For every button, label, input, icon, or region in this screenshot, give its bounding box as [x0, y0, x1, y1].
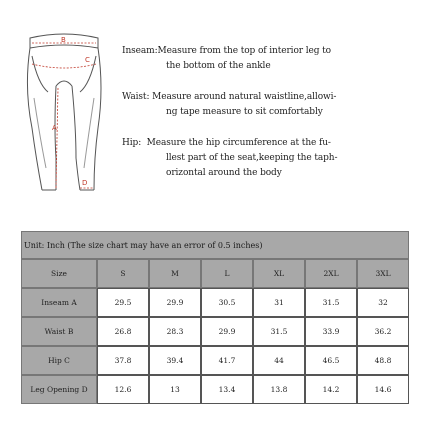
waist-term: Waist: [122, 92, 150, 102]
table-cell: 31.5 [305, 288, 357, 317]
waist-description [122, 90, 336, 120]
table-cell: 36.2 [357, 317, 409, 346]
table-cell: 37.8 [97, 346, 149, 375]
table-cell: 13.8 [253, 375, 305, 404]
table-cell: 31.5 [253, 317, 305, 346]
inseam-description [122, 44, 331, 74]
row-label: Leg Opening D [21, 375, 97, 404]
table-cell: 29.9 [201, 317, 253, 346]
table-cell: 14.6 [357, 375, 409, 404]
column-header: S [97, 259, 149, 288]
table-cell: 32 [357, 288, 409, 317]
column-header: L [201, 259, 253, 288]
table-cell: 26.8 [97, 317, 149, 346]
label-c: C [85, 56, 90, 64]
size-chart-caption: Unit: Inch (The size chart may have an error of 0.5 inches) [21, 231, 409, 259]
table-row [21, 346, 409, 375]
table-cell: 13.4 [201, 375, 253, 404]
inseam-line1: Measure from the top of interior leg to [157, 46, 331, 56]
label-a: A [52, 124, 57, 132]
row-label: Waist B [21, 317, 97, 346]
table-cell: 39.4 [149, 346, 201, 375]
leggings-outline [18, 28, 110, 196]
column-header: XL [253, 259, 305, 288]
table-row [21, 288, 409, 317]
waist-line1: Measure around natural waistline,allowi- [149, 92, 337, 102]
table-cell: 29.9 [149, 288, 201, 317]
table-row [21, 375, 409, 404]
size-chart [21, 231, 409, 404]
table-cell: 41.7 [201, 346, 253, 375]
table-row [21, 317, 409, 346]
column-header: Size [21, 259, 97, 288]
hip-line2: llest part of the seat,keeping the taph- [166, 153, 338, 163]
hip-line1: Measure the hip circumference at the fu- [141, 138, 331, 148]
header-row [21, 259, 409, 288]
size-table-body [21, 259, 409, 404]
leggings-diagram [18, 28, 110, 196]
table-cell: 29.5 [97, 288, 149, 317]
hip-description [122, 136, 337, 181]
waist-line2: ng tape measure to sit comfortably [166, 107, 323, 117]
size-table [21, 259, 409, 404]
hip-line3: orizontal around the body [166, 168, 282, 178]
inseam-line2: the bottom of the ankle [166, 61, 271, 71]
column-header: 3XL [357, 259, 409, 288]
column-header: 2XL [305, 259, 357, 288]
table-cell: 12.6 [97, 375, 149, 404]
label-b: B [61, 36, 66, 44]
table-cell: 31 [253, 288, 305, 317]
table-cell: 44 [253, 346, 305, 375]
column-header: M [149, 259, 201, 288]
table-cell: 30.5 [201, 288, 253, 317]
row-label: Hip C [21, 346, 97, 375]
table-cell: 33.9 [305, 317, 357, 346]
table-cell: 46.5 [305, 346, 357, 375]
table-cell: 48.8 [357, 346, 409, 375]
row-label: Inseam A [21, 288, 97, 317]
hip-term: Hip: [122, 138, 142, 148]
table-cell: 13 [149, 375, 201, 404]
inseam-term: Inseam: [122, 46, 158, 56]
table-cell: 28.3 [149, 317, 201, 346]
label-d: D [82, 179, 88, 187]
table-cell: 14.2 [305, 375, 357, 404]
